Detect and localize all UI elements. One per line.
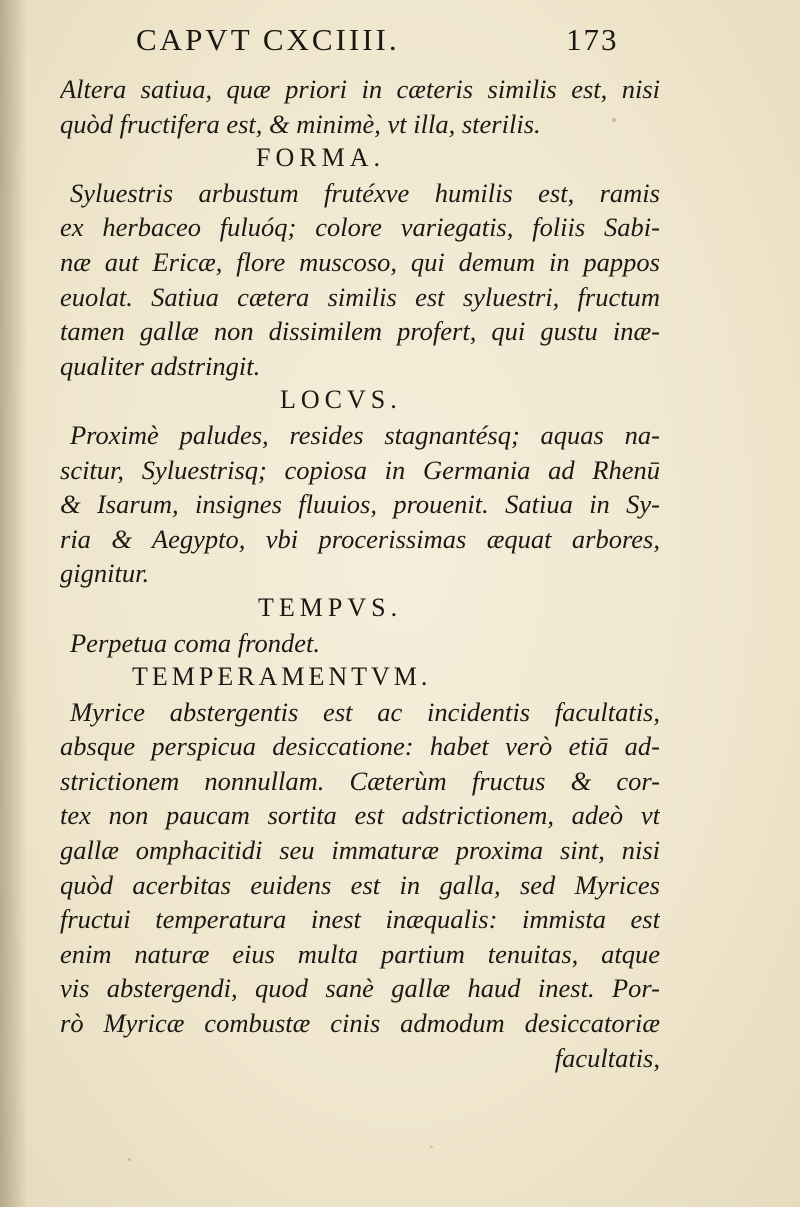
page-number: 173 [566, 22, 619, 57]
text-line: gallæ omphacitidi seu immaturæ proxima sint, nisi [60, 835, 660, 866]
section-heading-temperamentum: TEMPERAMENTVM. [132, 662, 432, 692]
text-line: euolat. Satiua cætera similis est syluestri, fructum [60, 281, 660, 312]
text-line: tex non paucam sortita est adstrictionem, adeò vt [60, 800, 660, 831]
text-line: qualiter adstringit. [60, 350, 261, 381]
text-line: & Isarum, insignes fluuios, prouenit. Satiua in Sy- [60, 489, 660, 520]
text-line: Perpetua coma frondet. [70, 627, 320, 658]
text-line: Altera satiua, quæ priori in cæteris similis est, nisi [60, 74, 660, 104]
text-line: scitur, Syluestrisq; copiosa in Germania ad Rhenū [60, 454, 660, 485]
paper-speck [430, 1146, 433, 1148]
text-line: næ aut Ericæ, flore muscoso, qui demum in pappos [60, 246, 660, 277]
text-line: vis abstergendi, quod sanè gallæ haud inest. Por- [60, 973, 660, 1004]
text-line: fructui temperatura inest inæqualis: immista est [60, 904, 660, 935]
running-head: CAPVT CXCIIII. [136, 22, 400, 57]
text-line: tamen gallæ non dissimilem profert, qui gustu inæ- [60, 316, 660, 347]
text-line: absque perspicua desiccatione: habet verò etiā ad- [60, 731, 660, 762]
text-line: enim naturæ eius multa partium tenuitas, atque [60, 938, 660, 969]
page-header [0, 22, 800, 68]
text-line: quòd fructifera est, & minimè, vt illa, sterilis. [60, 108, 541, 139]
text-line: quòd acerbitas euidens est in galla, sed Myrices [60, 869, 660, 900]
catchword: facultatis, [554, 1042, 660, 1073]
text-line: ria & Aegypto, vbi procerissimas æquat arbores, [60, 523, 660, 554]
section-heading-forma: FORMA. [256, 143, 385, 173]
text-line: strictionem nonnullam. Cæterùm fructus & cor- [60, 765, 660, 796]
text-line: rò Myricæ combustæ cinis admodum desiccatoriæ [60, 1008, 660, 1039]
text-line: Proximè paludes, resides stagnantésq; aquas na- [70, 419, 660, 450]
text-line: gignitur. [60, 558, 150, 589]
page-fold-shadow [0, 0, 28, 1207]
paper-speck [128, 1158, 131, 1161]
text-line: Myrice abstergentis est ac incidentis facultatis, [70, 696, 660, 727]
text-line: Syluestris arbustum frutéxve humilis est, ramis [70, 177, 660, 208]
main-text [60, 72, 660, 1075]
section-heading-tempus: TEMPVS. [258, 592, 403, 622]
text-line: ex herbaceo fuluóq; colore variegatis, foliis Sabi- [60, 212, 660, 243]
section-heading-locus: LOCVS. [280, 385, 402, 415]
